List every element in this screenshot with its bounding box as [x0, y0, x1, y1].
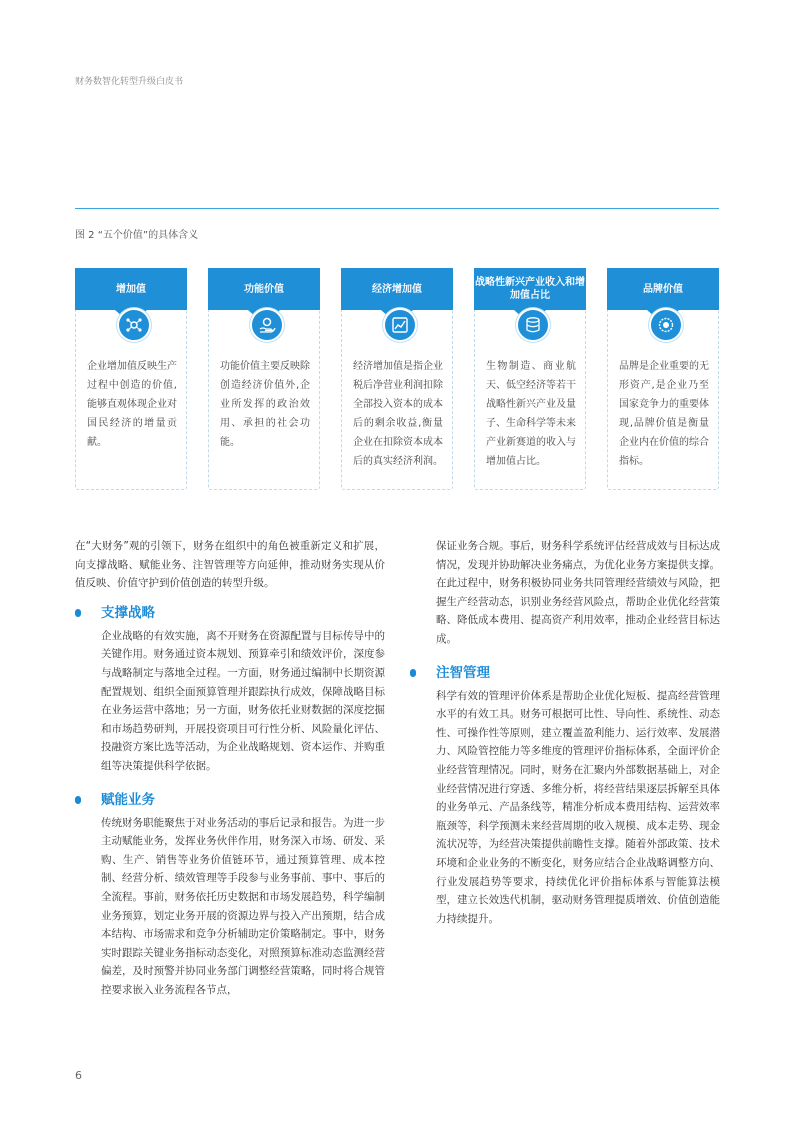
- section-body-strategy: 企业战略的有效实施，离不开财务在资源配置与目标传导中的关键作用。财务通过资本规划、预算牵引和绩效评价，深度参与战略制定与落地全过程。一方面，财务通过编制中长期资源配置规划、组织全面预算管理并跟踪执行成效，保障战略目标在业务运营中落地；另一方面，财务依托业财数据的深度挖掘和市场趋势研判，开展投资项目可行性分析、风险量化评估、投融资方案比选等活动，为企业战略规划、资本运作、并购重组等决策提供科学依据。: [101, 629, 385, 772]
- card-title: 增加值: [116, 283, 146, 295]
- card-description: 品牌是企业重要的无形资产,是企业乃至国家竞争力的重要体现,品牌价值是衡量企业内在价值的综合指标。: [619, 361, 709, 467]
- card-title: 功能价值: [244, 283, 284, 295]
- section-title: 支撑战略: [101, 604, 155, 621]
- section-heading-management: [410, 663, 720, 683]
- bullet-icon: [75, 796, 81, 804]
- chart-gear-icon: [383, 308, 417, 342]
- card-title: 战略性新兴产业收入和增加值占比: [475, 277, 585, 301]
- section-body-business: 传统财务职能聚焦于对业务活动的事后记录和报告。为进一步主动赋能业务，发挥业务伙伴作用，财务深入市场、研发、采购、生产、销售等业务价值链环节，通过预算管理、成本控制、经营分析、绩效管理等手段参与业务事前、事中、事后的全流程。事前，财务依托历史数据和市场发展趋势，科学编制业务预算，划定业务开展的资源边界与投入产出预期，结合成本结构、市场需求和竞争分析辅助定价策略制定。事中，财务实时跟踪关键业务指标动态变化，对照预算标准动态监测经营偏差，及时预警并协同业务部门调整经营策略，同时将合规管控要求嵌入业务流程各节点，: [101, 816, 385, 996]
- running-header: 财务数智化转型升级白皮书: [75, 77, 184, 87]
- intro-paragraph: 在“大财务”观的引领下，财务在组织中的角色被重新定义和扩展，向支撑战略、赋能业务、注智管理等方向延伸，推动财务实现从价值反映、价值守护到价值创造的转型升级。: [75, 540, 385, 590]
- section-body-business-continued: 保证业务合规。事后，财务科学系统评估经营成效与目标达成情况，发现并协助解决业务痛点，为优化业务方案提供支撑。在此过程中，财务积极协同业务共同管理经营绩效与风险，把握生产经营动态，识别业务经营风险点，帮助企业优化经营策略、降低成本费用、提高资产利用效率，推动企业经营目标达成。: [436, 540, 720, 645]
- card-title: 经济增加值: [372, 283, 422, 295]
- section-heading-business: [75, 790, 385, 810]
- left-column: [75, 537, 385, 999]
- card-description: 生物制造、商业航天、低空经济等若干战略性新兴产业及量子、生命科学等未来产业新赛道的收入与增加值占比。: [486, 361, 576, 467]
- value-card-economic-value-added: [341, 268, 453, 490]
- hand-gear-icon: [250, 308, 284, 342]
- network-gear-icon: [117, 308, 151, 342]
- card-description: 经济增加值是指企业税后净营业利润扣除全部投入资本的成本后的剩余收益,衡量企业在扣除资本成本后的真实经济利润。: [353, 361, 443, 467]
- card-description: 企业增加值反映生产过程中创造的价值,能够直观体现企业对国民经济的增量贡献。: [87, 361, 177, 448]
- section-heading-strategy: [75, 603, 385, 623]
- value-card-emerging-industry-share: [474, 268, 586, 490]
- bullet-icon: [410, 669, 416, 677]
- badge-gear-icon: [649, 308, 683, 342]
- figure-caption: 图 2 “五个价值”的具体含义: [75, 230, 199, 241]
- value-card-brand-value: [607, 268, 719, 490]
- section-body-management: 科学有效的管理评价体系是帮助企业优化短板、提高经营管理水平的有效工具。财务可根据可比性、导向性、系统性、动态性、可操作性等原则，建立覆盖盈利能力、运行效率、发展潜力、风险管控能力等多维度的管理评价指标体系，全面评价企业经营管理情况。同时，财务在汇聚内外部数据基础上，对企业经营情况进行穿透、多维分析，将经营结果逐层拆解至具体的业务单元、产品条线等，精准分析成本费用结构、运营效率瓶颈等，科学预测未来经营周期的收入规模、成本走势、现金流状况等，为经营决策提供前瞻性支撑。随着外部政策、技术环境和企业业务的不断变化，财务应结合企业战略调整方向、行业发展趋势等要求，持续优化评价指标体系与智能算法模型，建立长效迭代机制，驱动财务管理提质增效、价值创造能力持续提升。: [436, 689, 720, 925]
- page-number: 6: [75, 1069, 82, 1082]
- section-title: 赋能业务: [101, 791, 155, 808]
- five-values-figure: [75, 268, 721, 492]
- header-divider: [75, 208, 719, 209]
- card-description: 功能价值主要反映除创造经济价值外,企业所发挥的政治效用、承担的社会功能。: [220, 361, 310, 448]
- section-title: 注智管理: [436, 664, 490, 681]
- value-card-added-value: [75, 268, 187, 490]
- bullet-icon: [75, 609, 81, 617]
- card-title: 品牌价值: [643, 283, 683, 295]
- database-gear-icon: [516, 308, 550, 342]
- value-card-functional-value: [208, 268, 320, 490]
- right-column: [410, 537, 720, 928]
